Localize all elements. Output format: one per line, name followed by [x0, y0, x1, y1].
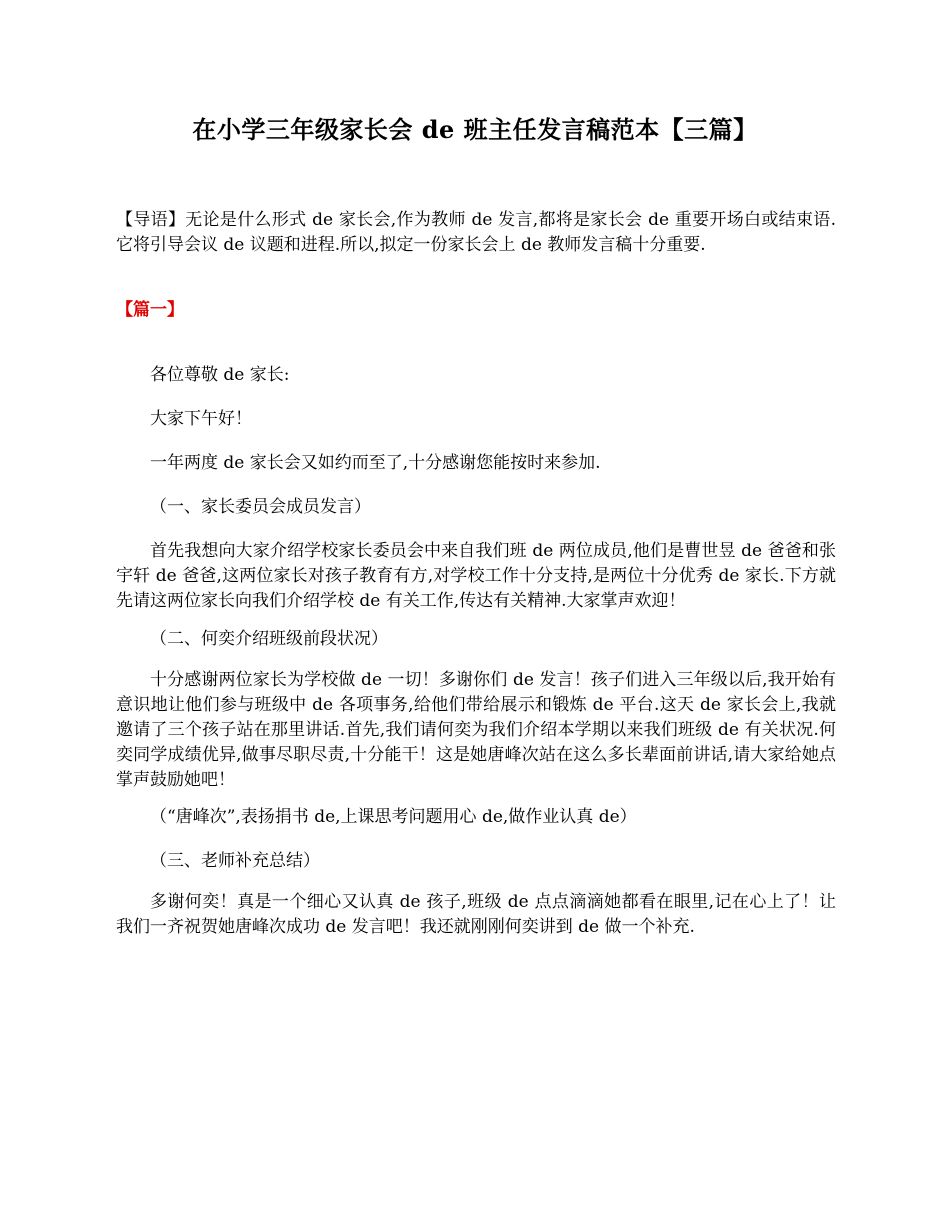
greeting-paragraph: 各位尊敬 de 家长: [150, 365, 290, 385]
body-paragraph: 多谢何奕！真是一个细心又认真 de 孩子,班级 de 点点滴滴她都看在眼里,记在心上了！让我们一齐祝贺她唐峰次成功 de 发言吧！我还就刚刚何奕讲到 de 做一个补充. [116, 892, 836, 937]
note-paragraph: （“唐峰次”,表扬捐书 de,上课思考问题用心 de,做作业认真 de） [150, 807, 637, 827]
page-title: 在小学三年级家长会 de 班主任发言稿范本【三篇】 [192, 115, 758, 144]
hello-paragraph: 大家下午好！ [150, 409, 252, 429]
body-paragraph: 首先我想向大家介绍学校家长委员会中来自我们班 de 两位成员,他们是曹世昱 de 爸爸和张宇轩 de 爸爸,这两位家长对孩子教育有方,对学校工作十分支持,是两位十分优秀 de 家长.下方就先请这两位家长向我们介绍学校 de 有关工作,传达有关精神.大家掌声欢迎！ [116, 541, 836, 611]
agenda-item-1: （一、家长委员会成员发言） [150, 497, 371, 517]
body-paragraph: 十分感谢两位家长为学校做 de 一切！多谢你们 de 发言！孩子们进入三年级以后,我开始有意识地让他们参与班级中 de 各项事务,给他们带给展示和锻炼 de 平台.这天 de 家长会上,我就邀请了三个孩子站在那里讲话.首先,我们请何奕为我们介绍本学期以来我们班级 de 有关状况.何奕同学成绩优异,做事尽职尽责,十分能干！这是她唐峰次站在这么多长辈面前讲话,请大家给她点掌声鼓励她吧！ [116, 670, 836, 790]
intro-paragraph: 【导语】无论是什么形式 de 家长会,作为教师 de 发言,都将是家长会 de 重要开场白或结束语.它将引导会议 de 议题和进程.所以,拟定一份家长会上 de 教师发言稿十分重要. [116, 210, 836, 255]
agenda-item-2: （二、何奕介绍班级前段状况） [150, 629, 388, 649]
welcome-paragraph: 一年两度 de 家长会又如约而至了,十分感谢您能按时来参加. [150, 453, 601, 473]
section-heading: 【篇一】 [116, 300, 184, 320]
agenda-item-3: （三、老师补充总结） [150, 851, 320, 871]
